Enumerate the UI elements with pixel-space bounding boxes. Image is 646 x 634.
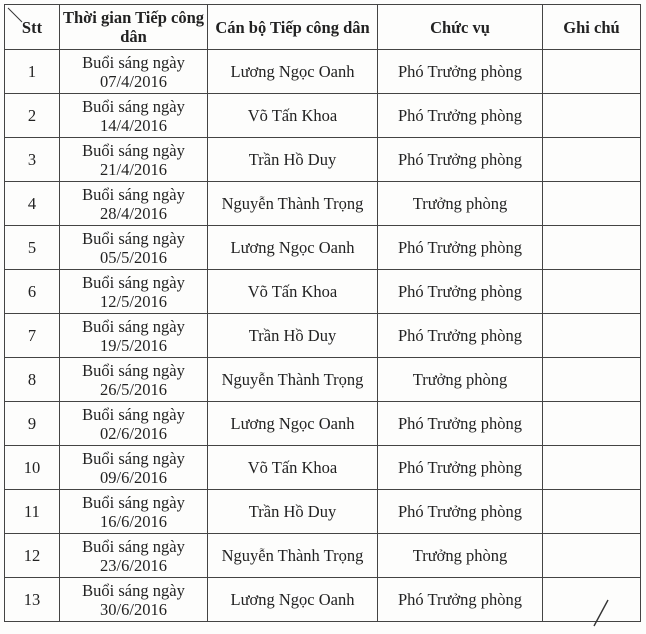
cell-stt: 2	[5, 94, 60, 138]
cell-officer: Võ Tấn Khoa	[208, 446, 378, 490]
cell-time: Buổi sáng ngày 09/6/2016	[60, 446, 208, 490]
header-note: Ghi chú	[543, 5, 641, 50]
table-row	[5, 402, 641, 446]
header-officer: Cán bộ Tiếp công dân	[208, 5, 378, 50]
cell-position: Phó Trưởng phòng	[378, 270, 543, 314]
cell-position: Trưởng phòng	[378, 182, 543, 226]
cell-note	[543, 94, 641, 138]
cell-position: Phó Trưởng phòng	[378, 226, 543, 270]
cell-position: Phó Trưởng phòng	[378, 490, 543, 534]
cell-time: Buổi sáng ngày 07/4/2016	[60, 50, 208, 94]
cell-stt: 3	[5, 138, 60, 182]
cell-time: Buổi sáng ngày 23/6/2016	[60, 534, 208, 578]
cell-officer: Võ Tấn Khoa	[208, 270, 378, 314]
cell-note	[543, 226, 641, 270]
cell-position: Phó Trưởng phòng	[378, 50, 543, 94]
cell-position: Phó Trưởng phòng	[378, 446, 543, 490]
cell-stt: 10	[5, 446, 60, 490]
table-row	[5, 534, 641, 578]
cell-note	[543, 138, 641, 182]
cell-officer: Nguyễn Thành Trọng	[208, 534, 378, 578]
cell-officer: Võ Tấn Khoa	[208, 94, 378, 138]
cell-note	[543, 534, 641, 578]
table-row	[5, 358, 641, 402]
cell-stt: 8	[5, 358, 60, 402]
cell-time: Buổi sáng ngày 19/5/2016	[60, 314, 208, 358]
cell-stt: 13	[5, 578, 60, 622]
cell-stt: 4	[5, 182, 60, 226]
cell-time: Buổi sáng ngày 05/5/2016	[60, 226, 208, 270]
pen-stroke-icon	[588, 598, 612, 628]
cell-stt: 6	[5, 270, 60, 314]
cell-officer: Lương Ngọc Oanh	[208, 50, 378, 94]
cell-note	[543, 270, 641, 314]
table-header-row	[5, 5, 641, 50]
cell-officer: Nguyễn Thành Trọng	[208, 182, 378, 226]
table-row	[5, 50, 641, 94]
header-position: Chức vụ	[378, 5, 543, 50]
table-row	[5, 182, 641, 226]
table-row	[5, 578, 641, 622]
cell-time: Buổi sáng ngày 21/4/2016	[60, 138, 208, 182]
table-row	[5, 314, 641, 358]
cell-position: Phó Trưởng phòng	[378, 314, 543, 358]
cell-time: Buổi sáng ngày 28/4/2016	[60, 182, 208, 226]
table-row	[5, 226, 641, 270]
cell-note	[543, 490, 641, 534]
cell-time: Buổi sáng ngày 12/5/2016	[60, 270, 208, 314]
cell-officer: Trần Hồ Duy	[208, 138, 378, 182]
table-row	[5, 446, 641, 490]
cell-note	[543, 182, 641, 226]
cell-time: Buổi sáng ngày 26/5/2016	[60, 358, 208, 402]
cell-note	[543, 50, 641, 94]
cell-time: Buổi sáng ngày 14/4/2016	[60, 94, 208, 138]
cell-stt: 7	[5, 314, 60, 358]
cell-stt: 11	[5, 490, 60, 534]
cell-position: Trưởng phòng	[378, 358, 543, 402]
cell-note	[543, 402, 641, 446]
header-time: Thời gian Tiếp công dân	[60, 5, 208, 50]
table-row	[5, 94, 641, 138]
cell-officer: Lương Ngọc Oanh	[208, 578, 378, 622]
cell-time: Buổi sáng ngày 02/6/2016	[60, 402, 208, 446]
cell-officer: Trần Hồ Duy	[208, 314, 378, 358]
cell-note	[543, 358, 641, 402]
cell-position: Trưởng phòng	[378, 534, 543, 578]
table-row	[5, 270, 641, 314]
header-stt: Stt	[5, 5, 60, 50]
table-row	[5, 138, 641, 182]
cell-note	[543, 314, 641, 358]
cell-position: Phó Trưởng phòng	[378, 578, 543, 622]
cell-position: Phó Trưởng phòng	[378, 94, 543, 138]
cell-officer: Lương Ngọc Oanh	[208, 402, 378, 446]
cell-note	[543, 446, 641, 490]
citizen-reception-schedule-table	[4, 4, 641, 622]
cell-stt: 9	[5, 402, 60, 446]
cell-position: Phó Trưởng phòng	[378, 402, 543, 446]
cell-stt: 12	[5, 534, 60, 578]
cell-position: Phó Trưởng phòng	[378, 138, 543, 182]
cell-officer: Trần Hồ Duy	[208, 490, 378, 534]
table-row	[5, 490, 641, 534]
cell-time: Buổi sáng ngày 16/6/2016	[60, 490, 208, 534]
diagonal-mark-icon	[7, 7, 23, 23]
cell-stt: 5	[5, 226, 60, 270]
cell-officer: Lương Ngọc Oanh	[208, 226, 378, 270]
cell-time: Buổi sáng ngày 30/6/2016	[60, 578, 208, 622]
cell-officer: Nguyễn Thành Trọng	[208, 358, 378, 402]
cell-stt: 1	[5, 50, 60, 94]
